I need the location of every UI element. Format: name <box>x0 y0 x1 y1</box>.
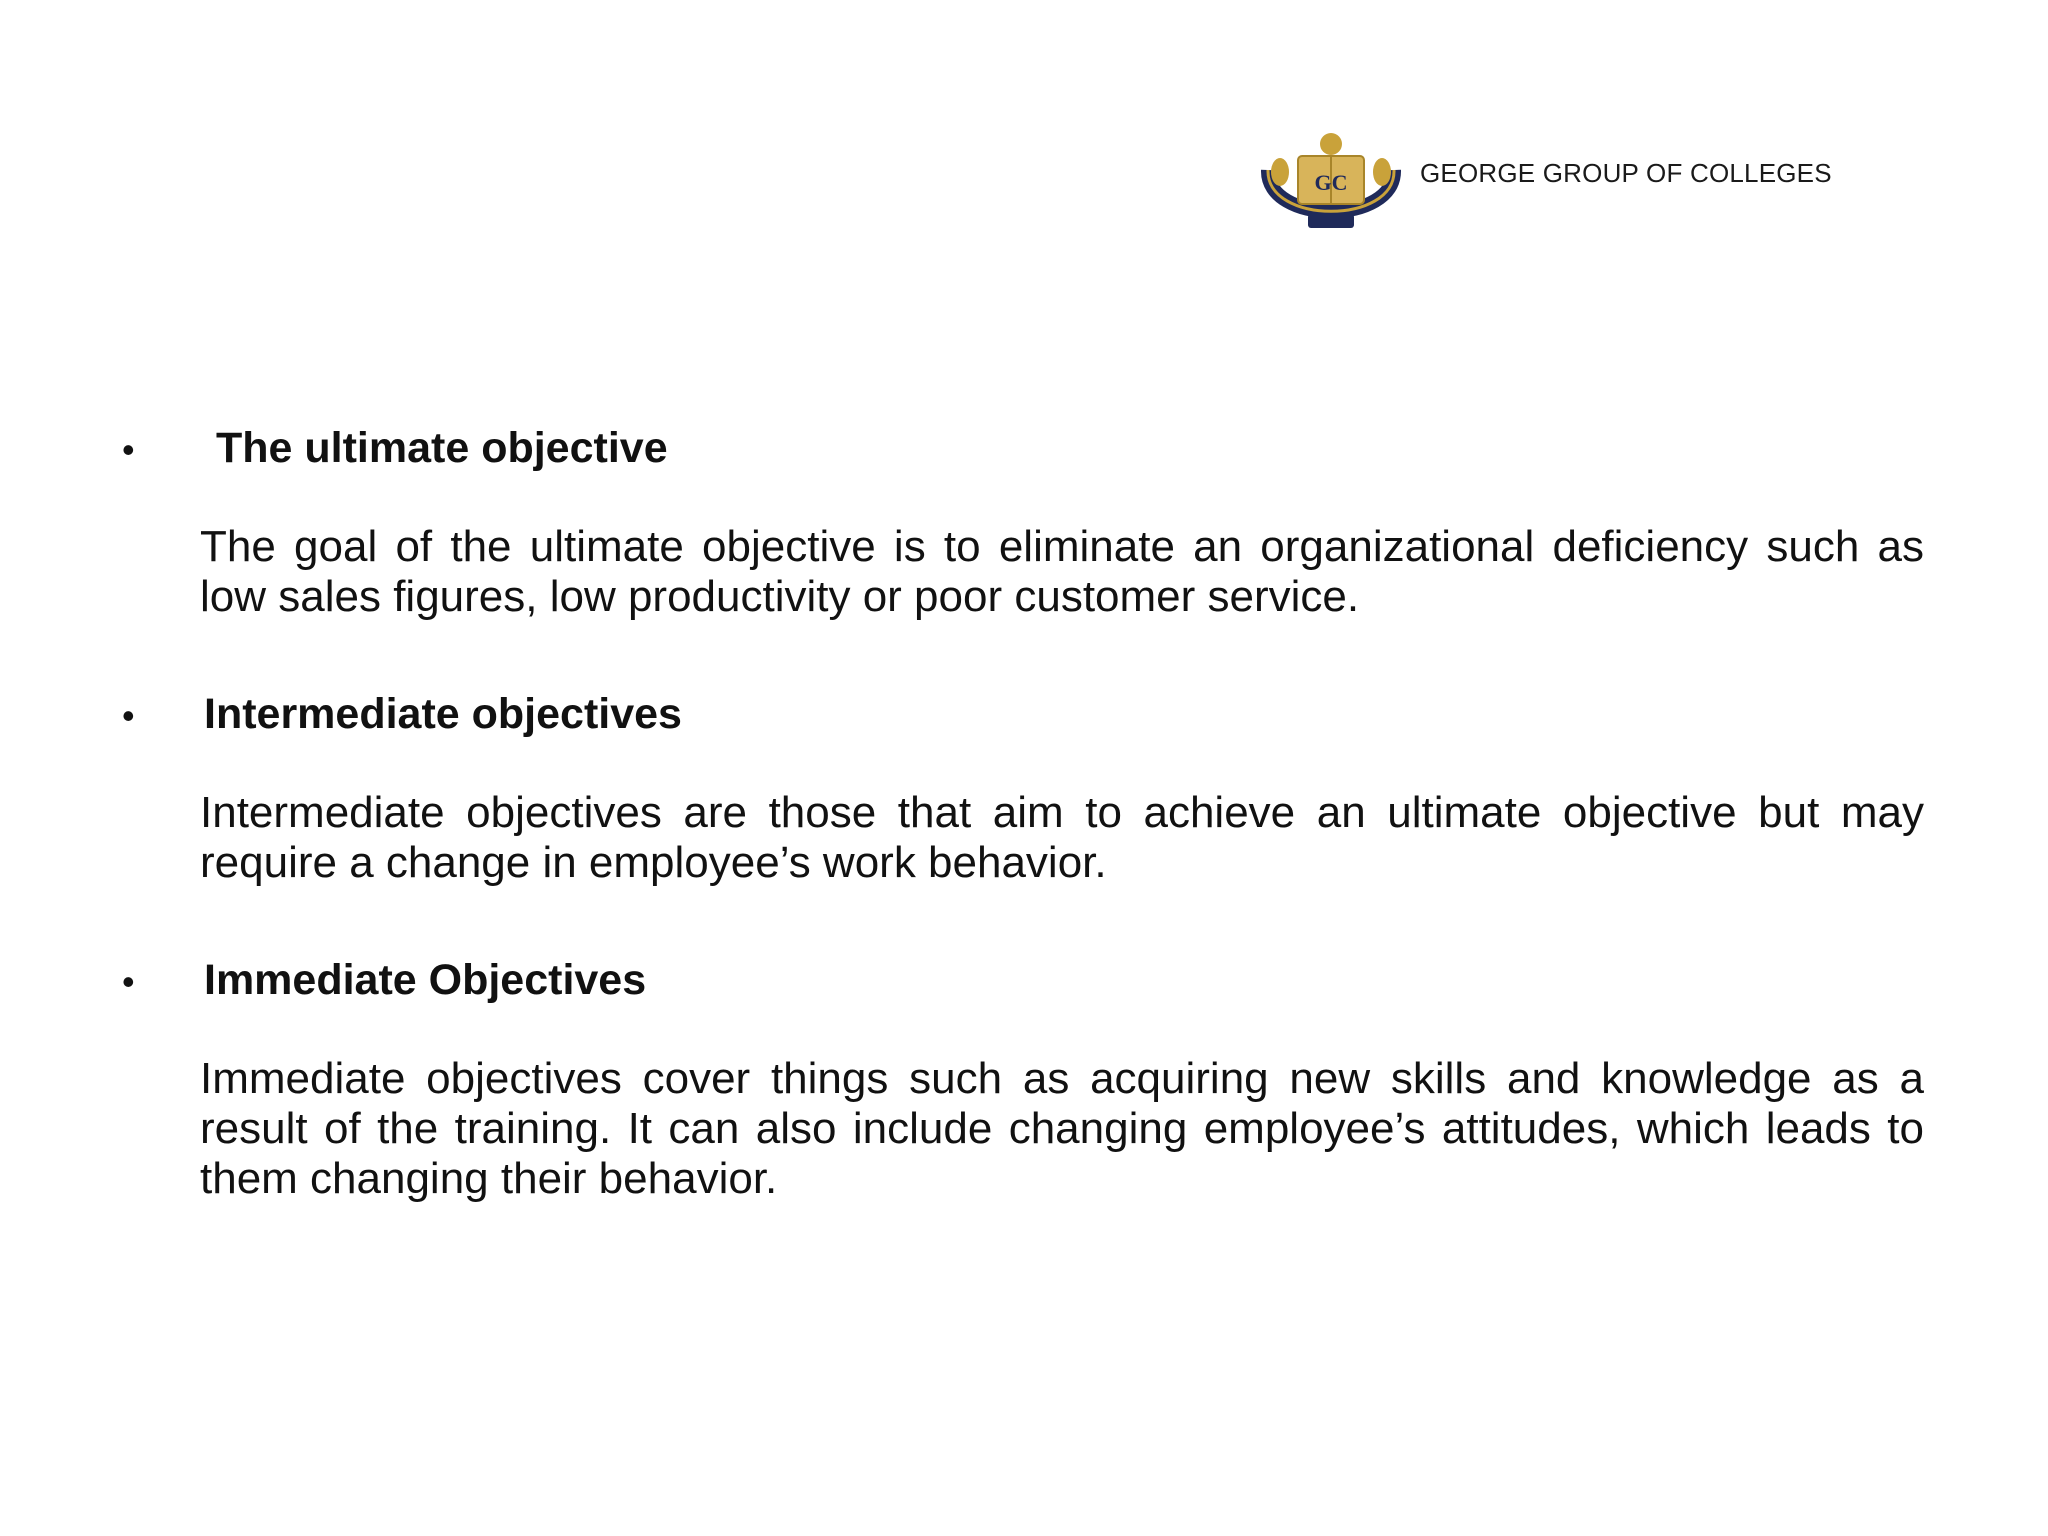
bullet-point: • <box>122 429 135 470</box>
list-item <box>118 950 1924 1204</box>
bullet-list <box>118 418 1924 1266</box>
item-heading-row <box>118 418 1924 478</box>
item-description: The goal of the ultimate objective is to eliminate an organizational deficiency such as low sales figures, low productivity or poor customer service. <box>200 522 1924 621</box>
item-description: Immediate objectives cover things such as acquiring new skills and knowledge as a result of the training. It can also include changing employee’s attitudes, which leads to them changing their behavior. <box>200 1054 1924 1203</box>
item-heading-row <box>118 684 1924 744</box>
bullet-point: • <box>122 695 135 736</box>
item-heading: The ultimate objective <box>216 424 668 472</box>
item-description: Intermediate objectives are those that aim to achieve an ultimate objective but may require a change in employee’s work behavior. <box>200 788 1924 887</box>
bullet-point: • <box>122 961 135 1002</box>
item-heading-row <box>118 950 1924 1010</box>
list-item <box>118 684 1924 888</box>
item-heading: Immediate Objectives <box>204 956 647 1004</box>
item-heading: Intermediate objectives <box>204 690 682 738</box>
college-crest-logo-icon <box>1258 130 1404 246</box>
college-name: GEORGE GROUP OF COLLEGES <box>1420 157 1832 188</box>
list-item <box>118 418 1924 622</box>
logo-text: GC <box>1314 170 1348 195</box>
slide-header <box>1258 128 1832 248</box>
